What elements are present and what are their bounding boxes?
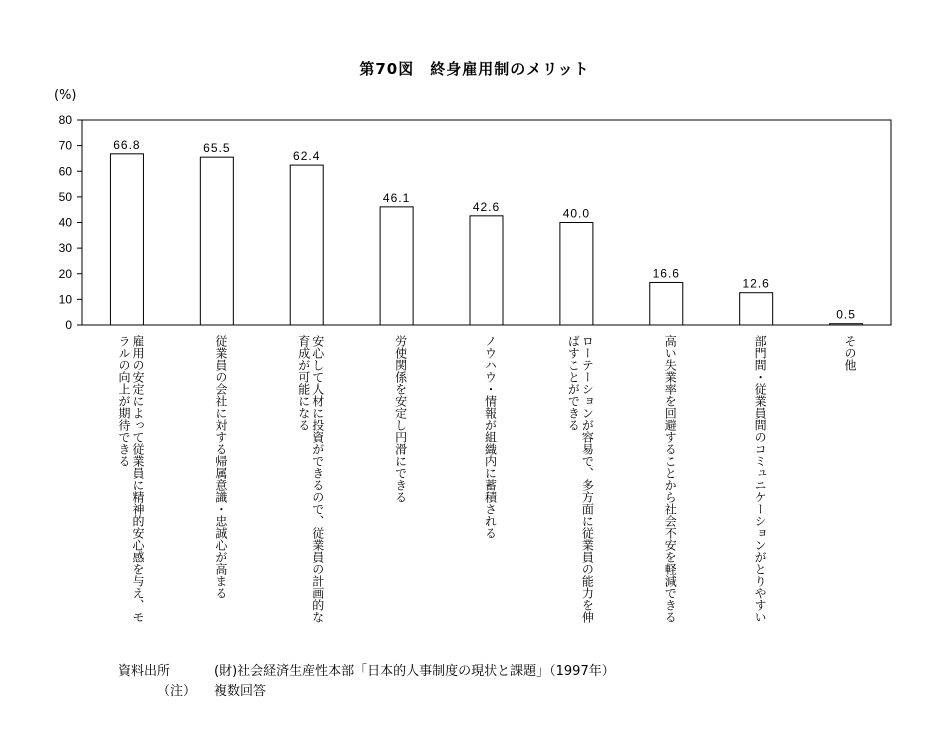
category-label: 高い失業率を回避することから社会不安を軽減できる	[663, 335, 678, 623]
category-label: その他	[843, 335, 858, 371]
data-label: 42.6	[472, 199, 501, 214]
category-label: ローテーションが容易で、多方面に従業員の能力を伸	[580, 335, 595, 623]
y-tick-label: 0	[65, 318, 72, 332]
y-tick-label: 10	[58, 292, 72, 307]
category-label: ばすことができる	[566, 335, 581, 431]
category-label: ノウハウ・情報が組織内に蓄積される	[483, 335, 498, 539]
y-axis-unit-label: (%)	[54, 88, 77, 103]
category-label: 安心して人材に投資ができるので、従業員の計画的な	[310, 335, 325, 623]
y-tick-label: 80	[58, 113, 72, 127]
source-text: (財)社会経済生産性本部「日本的人事制度の現状と課題」（1997年）	[214, 664, 615, 679]
data-label: 0.5	[836, 307, 856, 322]
y-tick-label: 50	[58, 189, 72, 204]
category-label: 部門間・従業員間のコミュニケーションがとりやすい	[753, 335, 768, 623]
data-label: 66.8	[113, 137, 141, 152]
y-tick-label: 30	[58, 241, 72, 256]
bar	[380, 207, 413, 325]
note-label: （注）	[157, 684, 197, 699]
y-tick-label: 40	[58, 215, 72, 230]
y-tick-label: 70	[58, 138, 72, 153]
y-tick-label: 20	[58, 266, 72, 281]
data-label: 40.0	[562, 206, 591, 221]
bar	[830, 324, 863, 325]
bar	[290, 165, 323, 325]
data-label: 12.6	[742, 276, 770, 291]
data-label: 65.5	[203, 141, 231, 156]
bar	[650, 282, 683, 325]
note-text: 複数回答	[214, 684, 267, 699]
category-label: 育成が可能になる	[296, 335, 311, 431]
bar	[110, 154, 143, 325]
bar	[200, 157, 233, 325]
bar	[560, 223, 593, 326]
y-tick-label: 60	[58, 164, 72, 179]
chart-title: 第70図 終身雇用制のメリット	[359, 60, 590, 78]
bar	[740, 293, 773, 325]
data-label: 46.1	[382, 190, 411, 205]
data-label: 62.4	[293, 149, 321, 164]
category-label: 雇用の安定によって従業員に精神的安心感を与え、モ	[130, 335, 145, 623]
data-label: 16.6	[652, 266, 680, 281]
category-label: ラルの向上が期待できる	[116, 335, 131, 467]
category-label: 労使関係を安定し円滑にできる	[393, 335, 408, 503]
bar	[470, 216, 503, 325]
category-label: 従業員の会社に対する帰属意識・忠誠心が高まる	[213, 335, 228, 599]
source-label: 資料出所	[118, 664, 171, 679]
